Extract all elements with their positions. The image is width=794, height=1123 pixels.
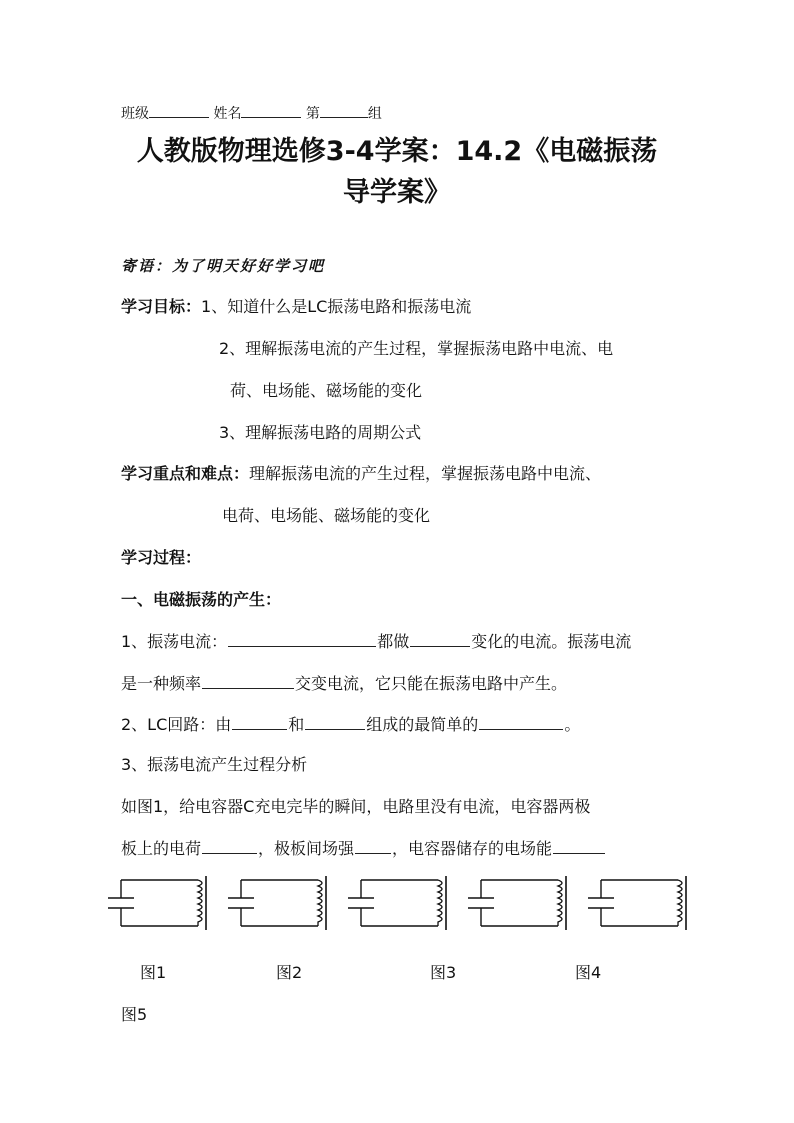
name-label: 姓名	[213, 106, 242, 122]
lc-circuit-1	[108, 876, 206, 930]
objective-item-2b: 荷、电场能、磁场能的变化	[230, 381, 423, 400]
lc-circuit-5	[588, 876, 686, 930]
objective-item-2a: 2、理解振荡电流的产生过程，掌握振荡电路中电流、电	[219, 339, 614, 358]
section1-title: 一、电磁振荡的产生：	[121, 590, 282, 609]
figure-caption-4: 图4	[575, 963, 602, 982]
question-1-line2: 是一种频率 交变电流，它只能在振荡电路中产生。	[121, 674, 568, 693]
key-points-text-b: 电荷、电场能、磁场能的变化	[222, 506, 431, 525]
objective-item-3: 3、理解振荡电路的周期公式	[219, 423, 422, 442]
objective-item-1: 1、知道什么是LC振荡电路和振荡电流	[201, 297, 472, 316]
class-label: 班级	[121, 106, 149, 122]
page-title-line2: 导学案》	[343, 177, 451, 208]
key-points-label: 学习重点和难点：	[121, 464, 250, 483]
question-2: 2、LC回路：由 和 组成的最简单的 。	[121, 715, 581, 734]
lc-circuit-3	[348, 876, 446, 930]
figure-caption-2: 图2	[276, 963, 303, 982]
key-points-text-a: 理解振荡电流的产生过程，掌握振荡电路中电流、	[249, 464, 602, 483]
question-3: 3、振荡电流产生过程分析	[121, 755, 308, 774]
figure-paragraph-line2: 板上的电荷 ，极板间场强 ，电容器储存的电场能	[121, 836, 606, 859]
figure-caption-3: 图3	[430, 963, 457, 982]
figure-caption-5: 图5	[121, 1005, 148, 1024]
question-1-line1: 1、振荡电流： 都做 变化的电流。振荡电流	[121, 632, 632, 651]
figure-caption-1: 图1	[140, 963, 167, 982]
figure-paragraph-line1: 如图1，给电容器C充电完毕的瞬间，电路里没有电流，电容器两极	[121, 797, 591, 816]
group-prefix: 第	[305, 106, 320, 122]
lc-circuit-2	[228, 876, 326, 930]
lc-circuit-4	[468, 876, 566, 930]
motto: 寄语：为了明天好好学习吧	[121, 257, 326, 275]
page-title-line1: 人教版物理选修3-4学案：14.2《电磁振荡	[136, 136, 658, 167]
objectives-label: 学习目标：	[121, 297, 202, 316]
process-label: 学习过程：	[121, 548, 202, 567]
group-suffix: 组	[367, 106, 382, 122]
